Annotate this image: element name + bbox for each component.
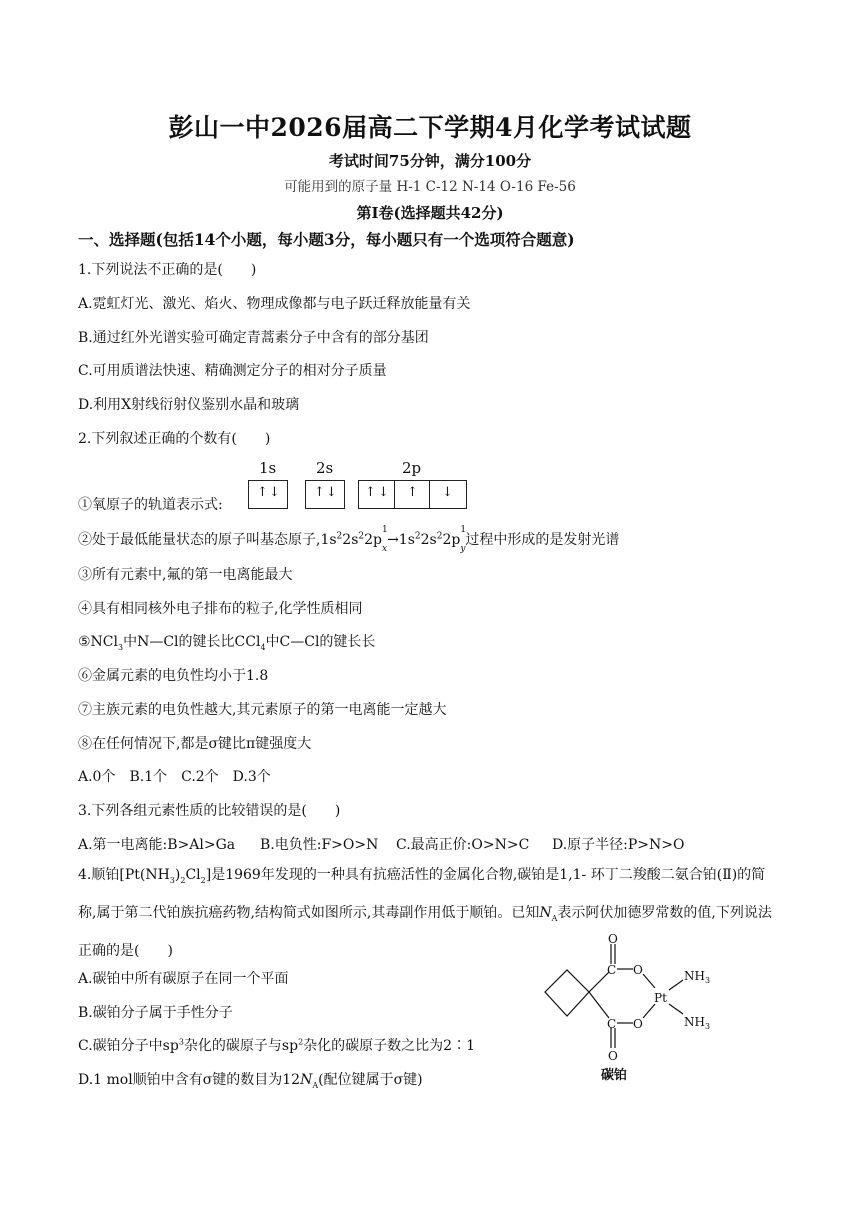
- spin-down-arrow-icon: ↓: [326, 485, 337, 500]
- q2-statement-5: ⑤NCl$_3$中N—Cl的键长比CCl$_4$中C—Cl的键长长: [78, 634, 376, 652]
- q2-statement-2: ②处于最低能量状态的原子叫基态原子$,1s^22s^22p$ 1 $_x\to 1s^22s^22p$ 1 $_y$过程中形成的是发射光谱: [78, 525, 620, 554]
- svg-text:O: O: [608, 1049, 618, 1063]
- q4-option-b: B.碳铂分子属于手性分子: [78, 1005, 233, 1021]
- q1-option-d: D.利用X射线衍射仪鉴别水晶和玻璃: [78, 397, 300, 413]
- atomic-masses: 可能用到的原子量 H-1 C-12 N-14 O-16 Fe-56: [284, 179, 576, 195]
- spin-up-arrow-icon: ↑: [407, 485, 418, 500]
- q3-option-c: C.最高正价:O>N>C: [396, 837, 530, 853]
- structure-caption: 碳铂: [601, 1068, 628, 1082]
- exam-info: 考试时间75分钟，满分100分: [328, 152, 532, 170]
- q1-option-a: A.霓虹灯光、激光、焰火、物理成像都与电子跃迁释放能量有关: [78, 296, 471, 312]
- spin-down-arrow-icon: ↓: [378, 485, 389, 500]
- svg-text:O: O: [608, 932, 618, 946]
- q2-options: A.0个 B.1个 C.2个 D.3个: [78, 769, 271, 785]
- q3-option-d: D.原子半径:P>N>O: [552, 837, 685, 853]
- electron-config-transition: $1s^22s^22p$ 1 $_x\to 1s^22s^22p$ 1 $_y$: [320, 525, 467, 554]
- orbital-box-1s: [248, 480, 288, 509]
- q1-option-b: B.通过红外光谱实验可确定青蒿素分子中含有的部分基团: [78, 330, 429, 346]
- spin-up-arrow-icon: ↑: [314, 485, 325, 500]
- orbital-label-1s: 1s: [259, 459, 277, 477]
- q3-option-b: B.电负性:F>O>N: [260, 837, 379, 853]
- section-heading: 一、选择题(包括14个小题，每小题3分，每小题只有一个选项符合题意): [78, 230, 575, 249]
- svg-text:Pt: Pt: [654, 991, 667, 1005]
- q1-option-c: C.可用质谱法快速、精确测定分子的相对分子质量: [78, 363, 387, 379]
- q2-statement-4: ④具有相同核外电子排布的粒子,化学性质相同: [78, 601, 363, 617]
- spin-up-arrow-icon: ↑: [365, 485, 376, 500]
- q3-option-a: A.第一电离能:B>Al>Ga: [78, 837, 236, 853]
- q2-statement-7: ⑦主族元素的电负性越大,其元素原子的第一电离能一定越大: [78, 702, 447, 718]
- q3-stem: 3.下列各组元素性质的比较错误的是( ): [78, 803, 341, 819]
- q4-option-d: D.1 mol顺铂中含有σ键的数目为$12N_A$(配位键属于σ键): [78, 1072, 423, 1090]
- spin-up-arrow-icon: ↑: [257, 485, 268, 500]
- page-title: 彭山一中2026届高二下学期4月化学考试试题: [168, 113, 692, 142]
- svg-text:NH3: $NH_3$: [684, 969, 711, 985]
- svg-text:C: C: [607, 963, 617, 977]
- volume-heading: 第Ⅰ卷(选择题共42分): [356, 204, 504, 222]
- q2-statement-1: ①氧原子的轨道表示式:: [78, 497, 223, 513]
- q2-statement-8: ⑧在任何情况下,都是σ键比π键强度大: [78, 736, 312, 752]
- q4-option-c: C.碳铂分子中$sp^3$杂化的碳原子与$sp^2$杂化的碳原子数之比为2∶1: [78, 1037, 475, 1054]
- orbital-box-2p: [358, 480, 467, 509]
- carboplatin-structure: [535, 932, 735, 1082]
- spin-down-arrow-icon: ↓: [269, 485, 280, 500]
- svg-text:C: C: [607, 1017, 617, 1031]
- q2-stem: 2.下列叙述正确的个数有( ): [78, 431, 271, 447]
- svg-text:O: O: [633, 1017, 643, 1031]
- q4-stem: 4.顺铂$[Pt(NH_3)_2Cl_2]$是1969年发现的一种具有抗癌活性的金属化合物,碳铂是1,1- 环丁二羧酸二氨合铂(Ⅱ)的简称,属于第二代铂族抗癌药物,结构简式如图所示,其毒副作用低于顺铂。已知$N_A$表示阿伏加德罗常数的值,下列说法正确的是( ): [78, 867, 772, 959]
- q4-option-a: A.碳铂中所有碳原子在同一个平面: [78, 971, 289, 987]
- orbital-box-2s: [305, 480, 345, 509]
- q2-statement-3: ③所有元素中,氟的第一电离能最大: [78, 567, 293, 583]
- q2-statement-6: ⑥金属元素的电负性均小于1.8: [78, 668, 269, 684]
- svg-text:O: O: [633, 963, 643, 977]
- orbital-label-2p: 2p: [402, 459, 422, 477]
- svg-text:NH3: $NH_3$: [684, 1015, 711, 1031]
- q1-stem: 1.下列说法不正确的是( ): [78, 262, 257, 278]
- orbital-label-2s: 2s: [316, 459, 334, 477]
- cyclobutane-ring: [545, 970, 589, 1016]
- spin-down-arrow-icon: ↓: [442, 485, 453, 500]
